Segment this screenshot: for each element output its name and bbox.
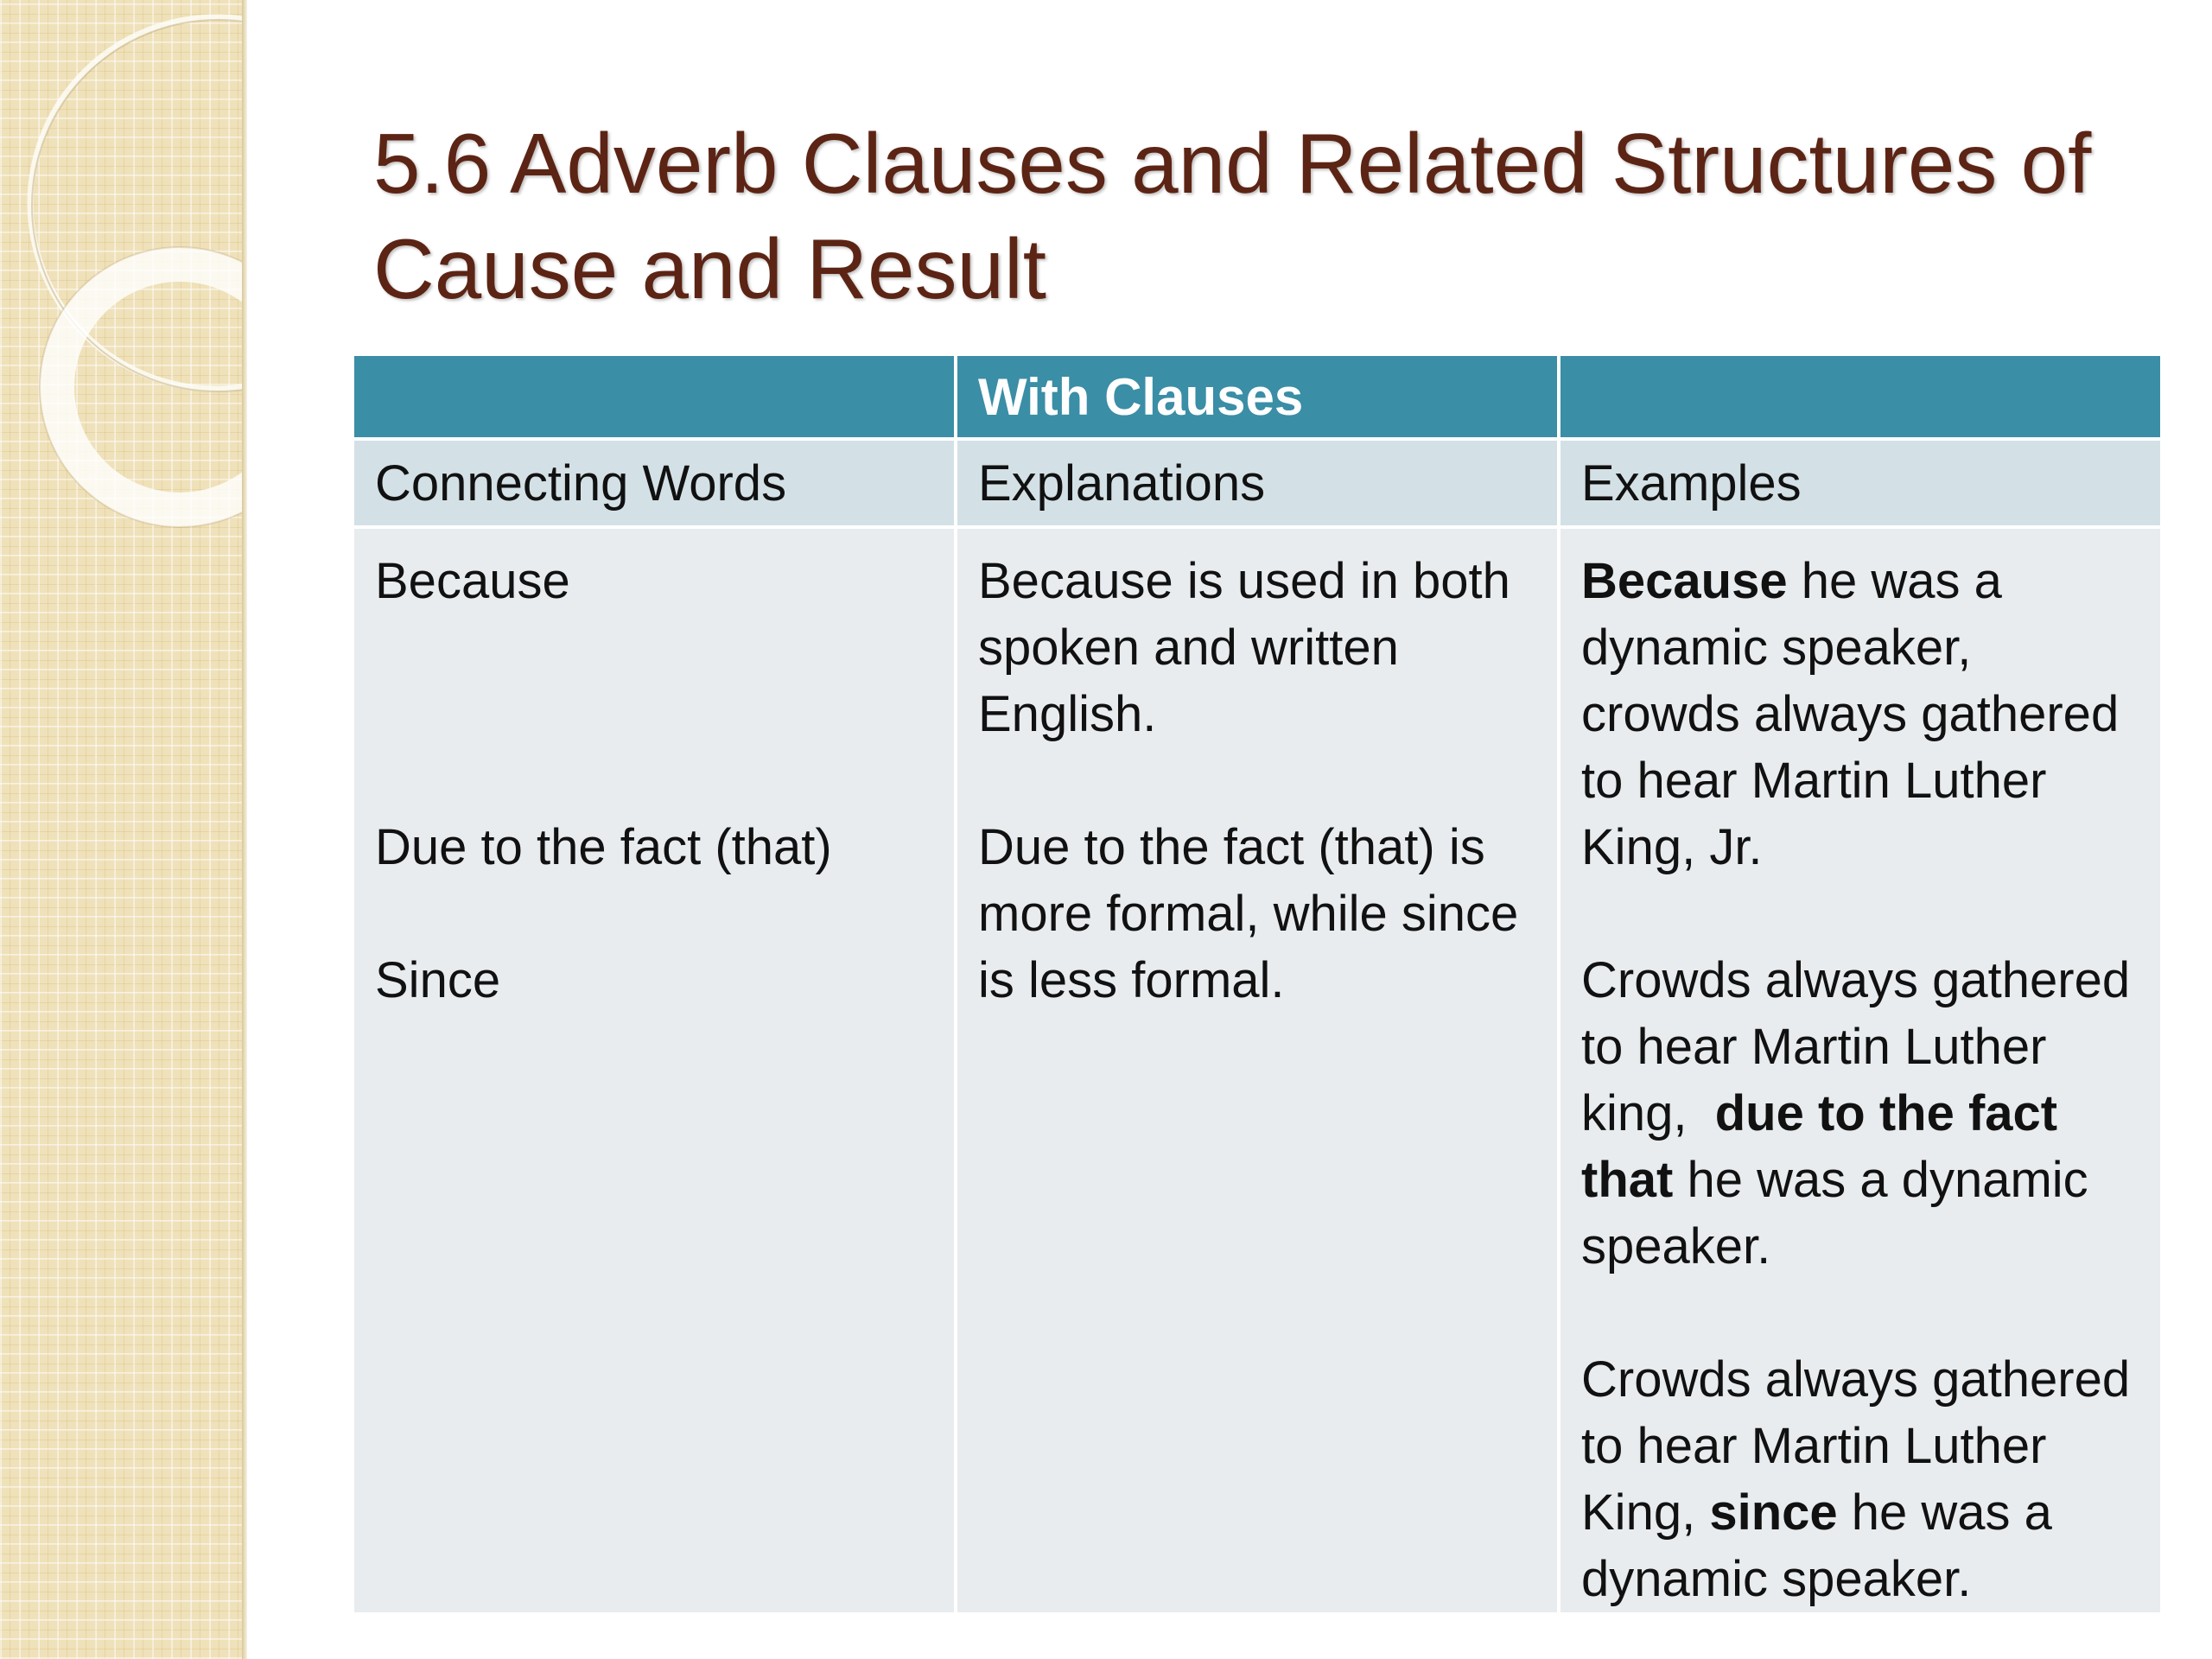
connecting-word-due-to-the-fact: Due to the fact (that) [375, 819, 832, 875]
explanation-formality: Due to the fact (that) is more formal, while since is less formal. [978, 819, 1519, 1008]
spacer [1581, 1280, 2139, 1346]
example-text: Crowds always gathered to hear Martin Luther king, [1581, 952, 2145, 1141]
table-body-row [353, 527, 2162, 1614]
connecting-word-since: Since [375, 952, 501, 1008]
spacer [375, 747, 933, 814]
explanations-cell [956, 527, 1559, 1614]
example-because [1581, 548, 2139, 880]
example-text: he was a dynamic speaker. [1581, 1484, 2052, 1607]
connecting-word-because: Because [375, 553, 570, 609]
spacer [375, 614, 933, 681]
spacer [375, 880, 933, 947]
sidebar-edge [242, 0, 247, 1659]
table-header-row [353, 354, 2162, 439]
spacer [375, 681, 933, 747]
decorative-rings [0, 0, 247, 553]
column-heading-connecting-words: Connecting Words [353, 439, 956, 527]
connecting-words-cell [353, 527, 956, 1614]
header-cell-3 [1559, 354, 2162, 439]
decorative-sidebar [0, 0, 247, 1659]
column-heading-explanations: Explanations [956, 439, 1559, 527]
example-since [1581, 1346, 2139, 1612]
example-due-to-the-fact [1581, 947, 2145, 1280]
example-keyword: since [1709, 1484, 1838, 1541]
column-headings-row [353, 439, 2162, 527]
header-cell-1 [353, 354, 956, 439]
example-text: he was a dynamic speaker, crowds always gathered to hear Martin Luther King, Jr. [1581, 553, 2120, 875]
cause-result-table [351, 353, 2164, 1616]
column-heading-examples: Examples [1559, 439, 2162, 527]
explanation-because: Because is used in both spoken and written English. [978, 553, 1510, 742]
header-cell-with-clauses: With Clauses [956, 354, 1559, 439]
example-text: he was a dynamic speaker. [1581, 1152, 2088, 1274]
examples-cell [1559, 527, 2162, 1614]
example-text: Crowds always gathered to hear Martin Luther King, [1581, 1351, 2131, 1541]
spacer [978, 747, 1536, 814]
slide-title: 5.6 Adverb Clauses and Related Structures of Cause and Result [373, 116, 2092, 316]
example-keyword: Because [1581, 553, 1788, 609]
example-keyword: due to the fact that [1581, 1085, 2058, 1208]
spacer [1581, 880, 2139, 947]
